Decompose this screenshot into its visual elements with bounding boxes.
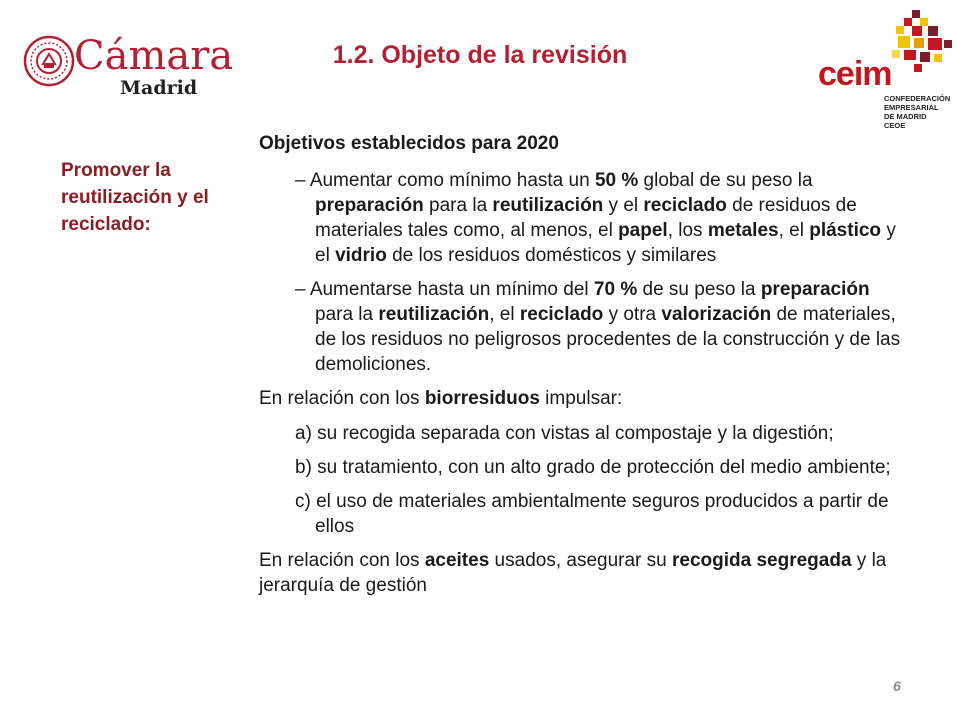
biowaste-item-c: c) el uso de materiales ambientalmente seguros producidos a partir de ellos: [295, 491, 889, 537]
camara-wordmark: Cámara: [74, 33, 234, 79]
page-number: 6: [893, 678, 901, 694]
biowaste-item-a: a) su recogida separada con vistas al compostaje y la digestión;: [295, 423, 834, 444]
objective-item-2: – Aumentarse hasta un mínimo del 70 % de su peso la preparación para la reutilización, el reciclado y otra valorización de materiales, de los residuos no peligrosos procedentes de la construcción y de las demoliciones.: [295, 279, 901, 375]
camara-city: Madrid: [120, 77, 198, 99]
content-body: [259, 131, 909, 608]
ceim-logo: [818, 10, 958, 130]
ceim-subtitle: CONFEDERACIÓN EMPRESARIAL DE MADRID CEOE: [884, 94, 951, 130]
objectives-heading: Objetivos establecidos para 2020: [259, 133, 559, 154]
ceim-wordmark: ceim: [818, 55, 892, 93]
objective-item-1: – Aumentar como mínimo hasta un 50 % global de su peso la preparación para la reutilización y el reciclado de residuos de materiales tales como, al menos, el papel, los metales, el plástico y el vidrio de los residuos domésticos y similares: [295, 170, 896, 266]
oils-paragraph: En relación con los aceites usados, asegurar su recogida segregada y la jerarquía de gestión: [259, 550, 887, 596]
slide-title: 1.2. Objeto de la revisión: [332, 41, 628, 69]
biowaste-item-b: b) su tratamiento, con un alto grado de protección del medio ambiente;: [295, 457, 891, 478]
side-heading: Promover la reutilización y el reciclado:: [61, 160, 209, 235]
biowaste-paragraph: En relación con los biorresiduos impulsar:: [259, 388, 623, 409]
